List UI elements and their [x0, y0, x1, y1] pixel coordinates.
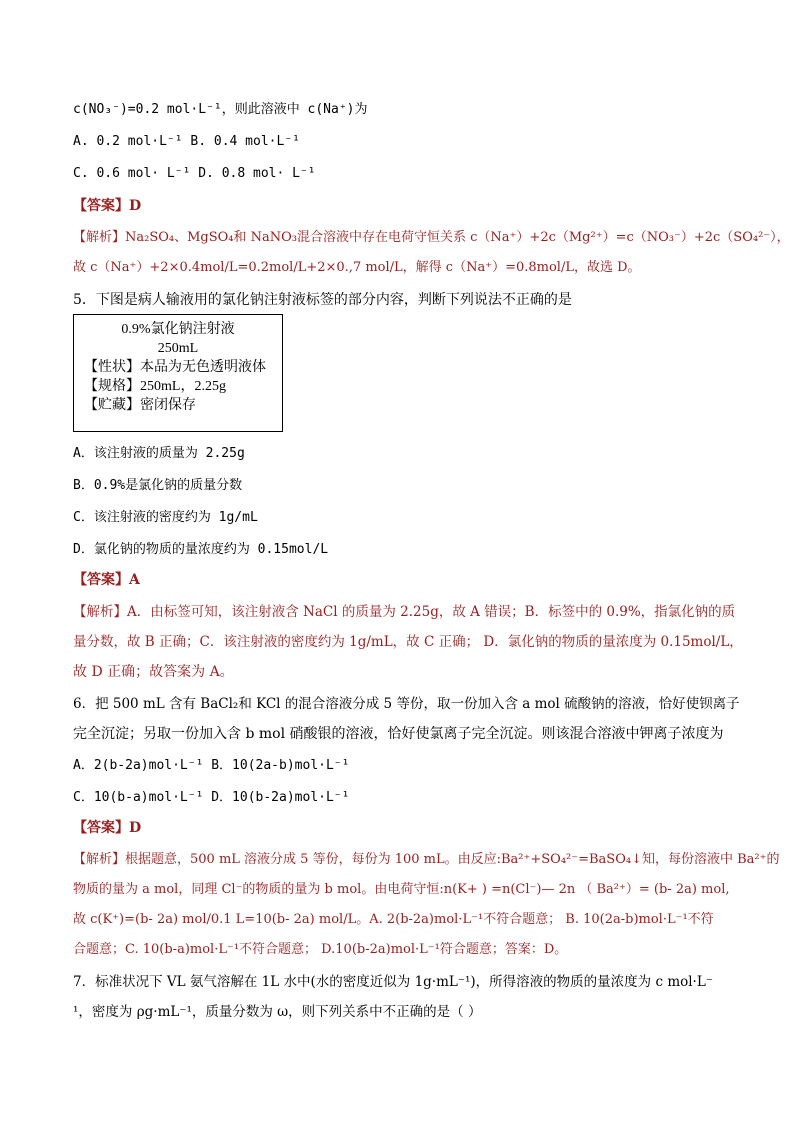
q6-explanation-line2: 物质的量为 a mol，同理 Cl⁻的物质的量为 b mol。由电荷守恒:n(K+ ) =n(Cl⁻)— 2n （ Ba²⁺）= (b- 2a) mol, [73, 882, 730, 897]
q6-answer: 【答案】D [73, 820, 142, 836]
q6-explanation-line4: 合题意；C. 10(b-a)mol·L⁻¹不符合题意； D.10(b-2a)mol·L⁻¹符合题意；答案：D。 [73, 942, 568, 957]
label-spec: 【规格】250mL，2.25g [84, 379, 226, 394]
q5-answer: 【答案】A [73, 572, 140, 588]
q4-answer: 【答案】D [73, 198, 142, 214]
q6-explanation-line3: 故 c(K⁺)=(b- 2a) mol/0.1 L=10(b- 2a) mol/L。A. 2(b-2a)mol·L⁻¹不符合题意； B. 10(2a-b)mol·L⁻¹不符 [73, 912, 714, 927]
q5-explanation-line3: 故 D 正确；故答案为 A。 [73, 664, 234, 680]
label-volume: 250mL [157, 341, 199, 356]
q4-explanation-line1: 【解析】Na₂SO₄、MgSO₄和 NaNO₃混合溶液中存在电荷守恒关系 c（Na⁺）+2c（Mg²⁺）=c（NO₃⁻）+2c（SO₄²⁻）， [73, 230, 790, 245]
q5-stem: 5．下图是病人输液用的氯化钠注射液标签的部分内容，判断下列说法不正确的是 [73, 292, 572, 308]
q6-options-cd: C．10(b-a)mol·L⁻¹ D．10(b-2a)mol·L⁻¹ [73, 790, 350, 805]
label-property: 【性状】本品为无色透明液体 [84, 360, 266, 375]
q5-option-c: C．该注射液的密度约为 1g/mL [73, 510, 258, 525]
q6-explanation-line1: 【解析】根据题意，500 mL 溶液分成 5 等份，每份为 100 mL。由反应:Ba²⁺+SO₄²⁻=BaSO₄↓知，每份溶液中 Ba²⁺的 [73, 852, 780, 867]
q6-stem-line2: 完全沉淀；另取一份加入含 b mol 硝酸银的溶液，恰好使氯离子完全沉淀。则该混合溶液中钾离子浓度为 [73, 726, 724, 742]
q4-options-ab: A. 0.2 mol·L⁻¹ B. 0.4 mol·L⁻¹ [73, 134, 300, 149]
q4-options-cd: C. 0.6 mol· L⁻¹ D. 0.8 mol· L⁻¹ [73, 166, 316, 181]
label-title: 0.9%氯化钠注射液 [121, 322, 235, 337]
q4-explanation-line2: 故 c（Na⁺）+2×0.4mol/L=0.2mol/L+2×0.,7 mol/L，解得 c（Na⁺）=0.8mol/L，故选 D。 [73, 260, 641, 275]
q6-stem-line1: 6．把 500 mL 含有 BaCl₂和 KCl 的混合溶液分成 5 等份，取一份加入含 a mol 硫酸钠的溶液，恰好使钡离子 [73, 696, 740, 712]
q7-stem-line2: ¹，密度为 ρg·mL⁻¹，质量分数为 ω，则下列关系中不正确的是（ ） [73, 1004, 482, 1020]
q7-stem-line1: 7．标准状况下 VL 氨气溶解在 1L 水中(水的密度近似为 1g·mL⁻¹)，所得溶液的物质的量浓度为 c mol·L⁻ [73, 974, 713, 990]
q5-option-a: A．该注射液的质量为 2.25g [73, 446, 245, 461]
q4-stem-tail: c(NO₃⁻)=0.2 mol·L⁻¹，则此溶液中 c(Na⁺)为 [73, 102, 368, 117]
q5-explanation-line2: 量分数，故 B 正确；C．该注射液的密度约为 1g/mL，故 C 正确； D．氯化钠的物质的量浓度为 0.15mol/L， [73, 634, 743, 650]
q6-options-ab: A．2(b-2a)mol·L⁻¹ B．10(2a-b)mol·L⁻¹ [73, 758, 350, 773]
label-storage: 【贮藏】密闭保存 [84, 398, 196, 413]
injection-label-box [73, 314, 283, 432]
q5-option-b: B．0.9%是氯化钠的质量分数 [73, 478, 243, 493]
q5-explanation-line1: 【解析】A．由标签可知，该注射液含 NaCl 的质量为 2.25g，故 A 错误；B．标签中的 0.9%，指氯化钠的质 [73, 604, 736, 620]
q5-option-d: D．氯化钠的物质的量浓度约为 0.15mol/L [73, 542, 329, 557]
